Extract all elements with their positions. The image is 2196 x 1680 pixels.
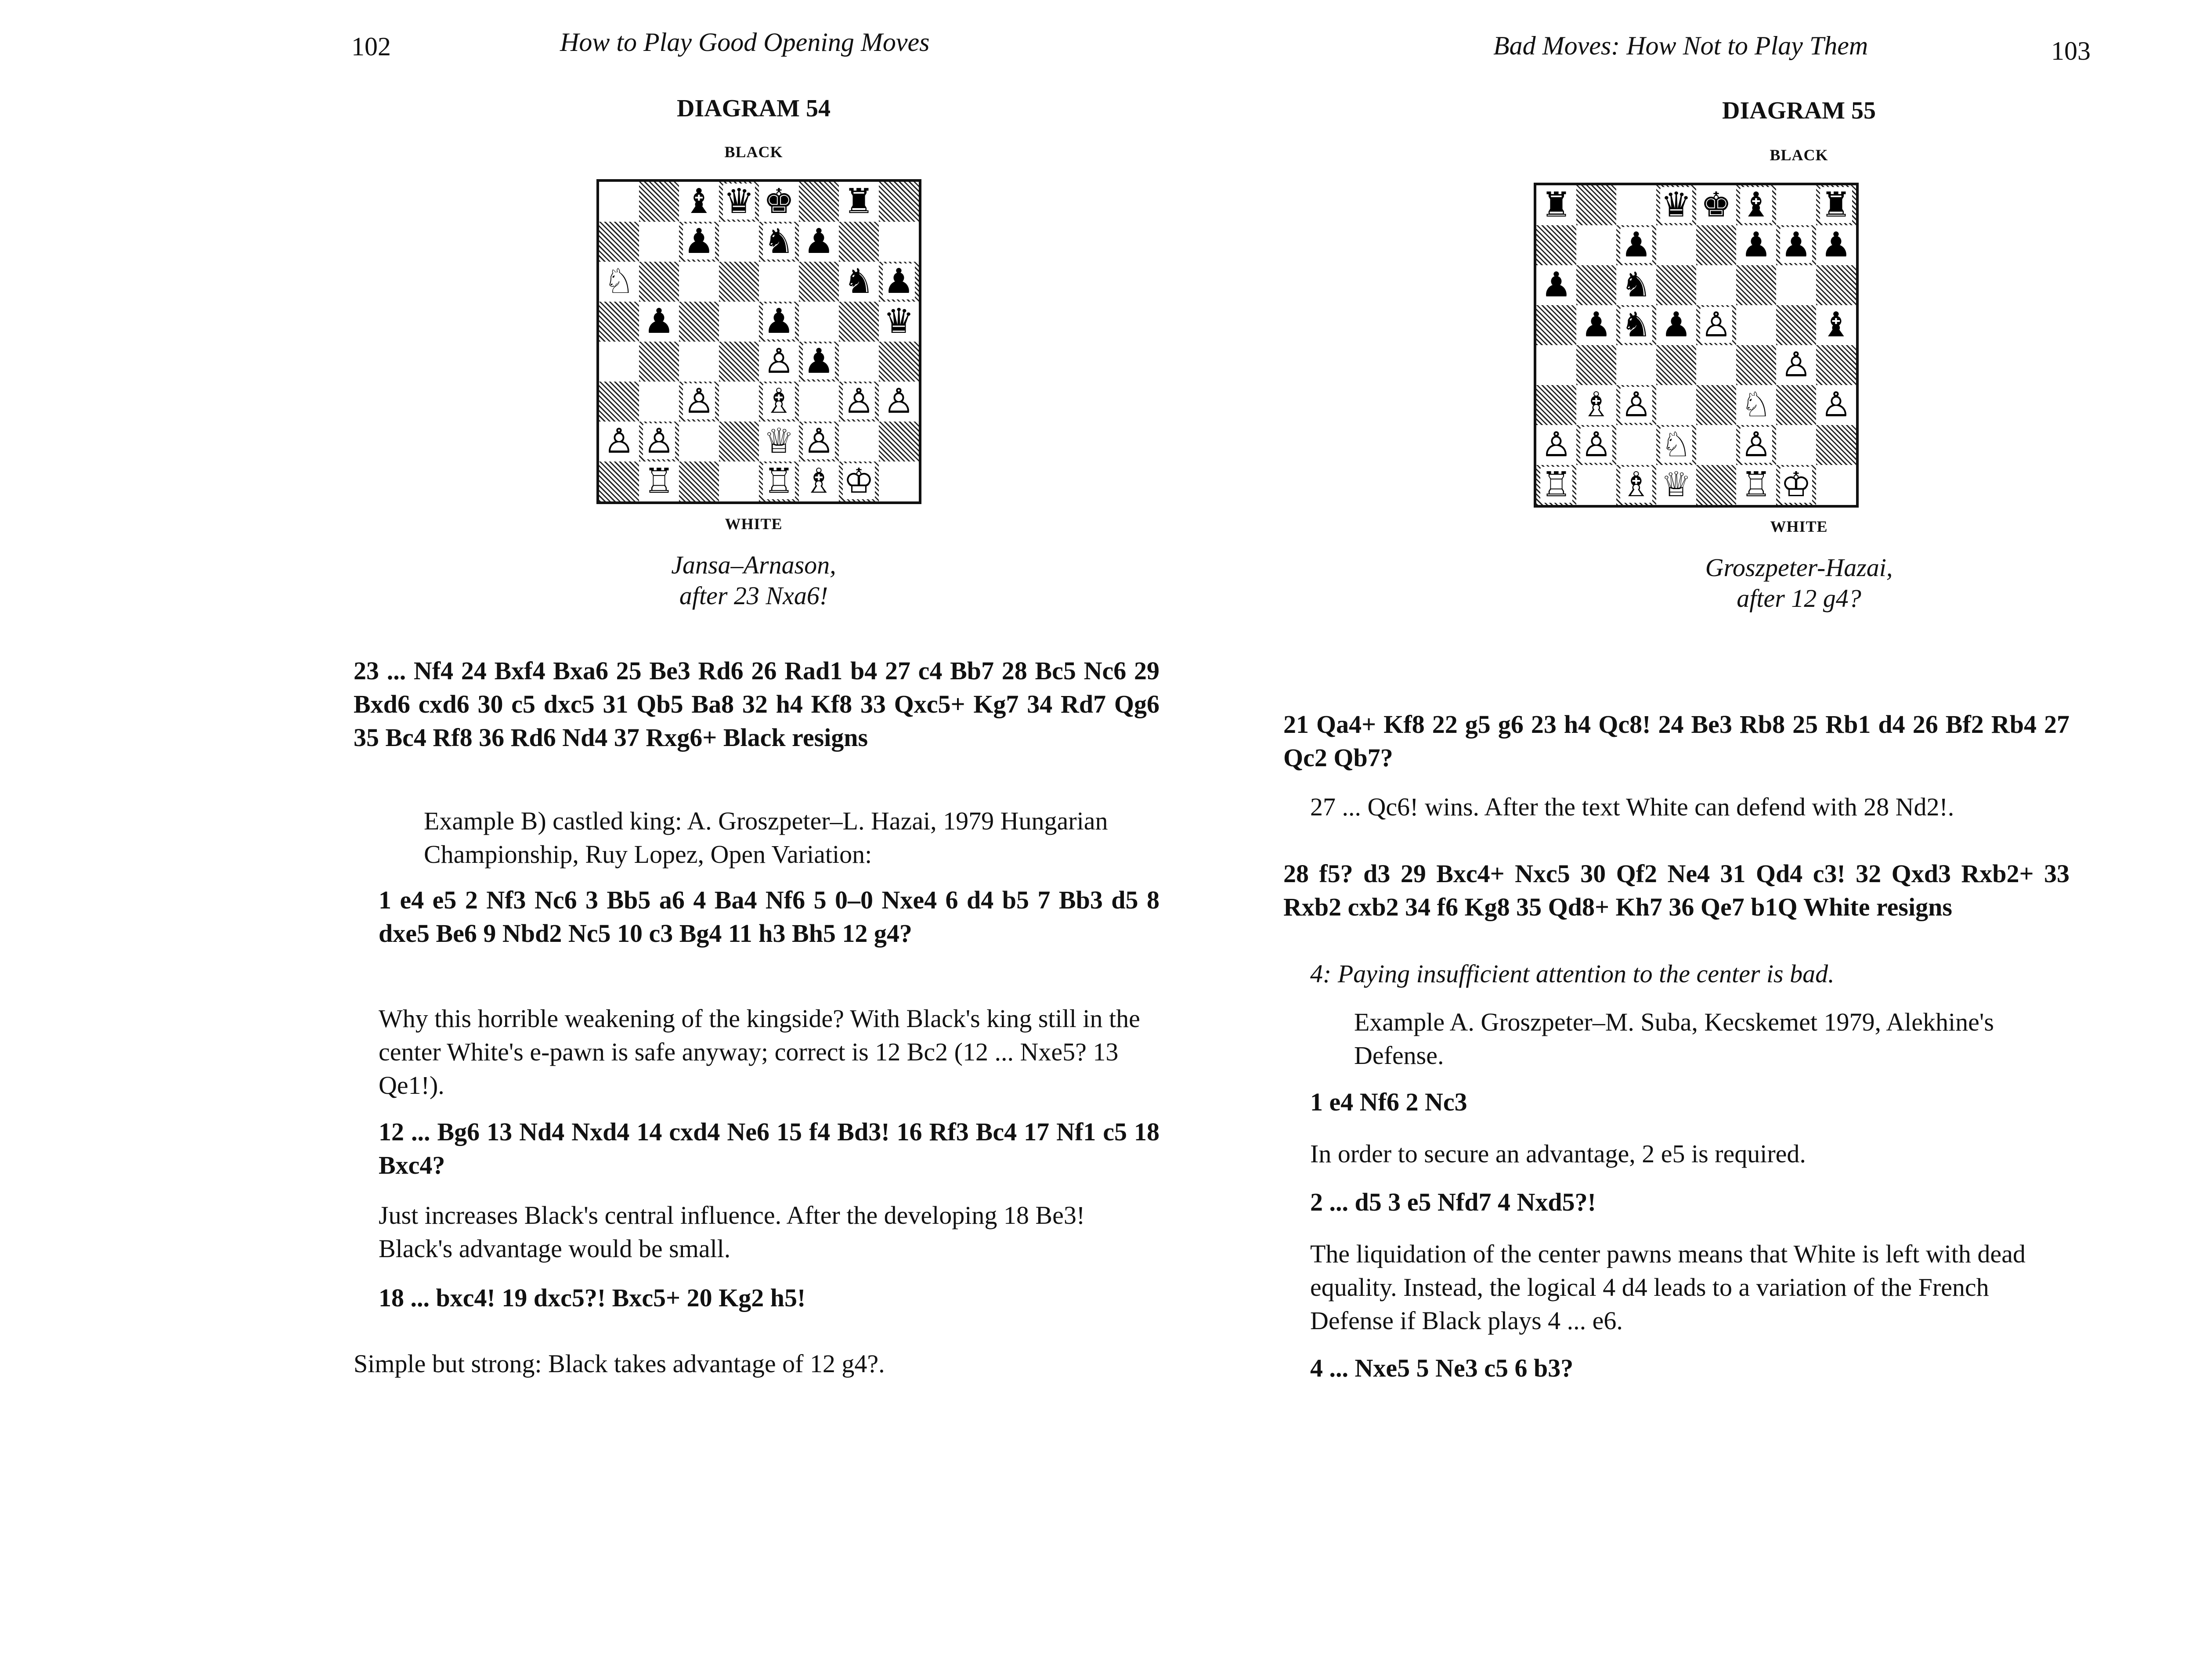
diagram-54-caption xyxy=(587,550,921,611)
board-square xyxy=(1736,265,1776,305)
diagram-55-bottom-label: WHITE xyxy=(1770,518,1828,535)
white-bishop-icon: ♗ xyxy=(1621,465,1652,505)
white-pawn-icon: ♙ xyxy=(1781,345,1812,385)
black-pawn-icon: ♟ xyxy=(1661,305,1692,345)
board-square xyxy=(1736,305,1776,345)
board-square xyxy=(679,342,719,382)
white-pawn-icon: ♙ xyxy=(683,382,715,421)
white-pawn-icon: ♙ xyxy=(1701,305,1732,345)
board-square xyxy=(1696,265,1736,305)
board-square xyxy=(639,182,679,222)
board-square xyxy=(599,382,639,422)
white-rook-icon: ♖ xyxy=(643,461,675,501)
black-king-icon: ♚ xyxy=(763,182,795,221)
principle-heading: 4: Paying insufficient attention to the center is bad. xyxy=(1310,959,1835,988)
white-pawn-icon: ♙ xyxy=(803,422,834,461)
board-square xyxy=(1536,345,1576,385)
caption-55-line2: after 12 g4? xyxy=(1737,584,1861,613)
board-square xyxy=(1656,385,1696,425)
black-pawn-icon: ♟ xyxy=(683,222,715,261)
board-square xyxy=(1816,345,1856,385)
board-square xyxy=(599,461,639,501)
board-square xyxy=(1616,185,1656,225)
board-square xyxy=(719,422,759,461)
board-square xyxy=(839,422,879,461)
white-rook-icon: ♖ xyxy=(1741,465,1772,505)
black-knight-icon: ♞ xyxy=(843,262,874,301)
board-square xyxy=(1736,345,1776,385)
board-square xyxy=(719,302,759,342)
board-square xyxy=(719,222,759,262)
black-bishop-icon: ♝ xyxy=(1741,185,1772,225)
diagram-title-55: DIAGRAM 55 xyxy=(1722,97,1876,124)
black-pawn-icon: ♟ xyxy=(1621,225,1652,265)
white-bishop-icon: ♗ xyxy=(763,382,795,421)
board-square xyxy=(599,222,639,262)
white-rook-icon: ♖ xyxy=(1541,465,1572,505)
board-square xyxy=(879,222,919,262)
black-pawn-icon: ♟ xyxy=(1781,225,1812,265)
board-square xyxy=(1816,425,1856,465)
black-knight-icon: ♞ xyxy=(763,222,795,261)
moves-paragraph: 1 e4 e5 2 Nf3 Nc6 3 Bb5 a6 4 Ba4 Nf6 5 0–0 Nxe4 6 d4 b5 7 Bb3 d5 8 dxe5 Be6 9 Nbd2 Nc5 10 c3 Bg4 11 h3 Bh5 12 g4? xyxy=(379,886,1159,948)
running-head-right: Bad Moves: How Not to Play Them xyxy=(1493,31,1868,60)
board-square xyxy=(839,302,879,342)
board-square xyxy=(679,302,719,342)
diagram-55-caption xyxy=(1632,552,1966,614)
white-pawn-icon: ♙ xyxy=(843,382,874,421)
board-square xyxy=(679,461,719,501)
board-square xyxy=(1576,225,1616,265)
white-pawn-icon: ♙ xyxy=(603,422,635,461)
board-square xyxy=(599,182,639,222)
board-square xyxy=(839,342,879,382)
text-paragraph: Example A. Groszpeter–M. Suba, Kecskemet 1979, Alekhine's Defense. xyxy=(1354,1008,1994,1070)
board-square xyxy=(679,262,719,302)
board-square xyxy=(1616,345,1656,385)
board-square xyxy=(1776,385,1816,425)
white-rook-icon: ♖ xyxy=(763,461,795,501)
white-knight-icon: ♘ xyxy=(603,262,635,301)
black-rook-icon: ♜ xyxy=(1820,185,1852,225)
board-square xyxy=(639,222,679,262)
board-square xyxy=(1696,345,1736,385)
black-pawn-icon: ♟ xyxy=(1820,225,1852,265)
black-queen-icon: ♛ xyxy=(883,302,914,341)
white-pawn-icon: ♙ xyxy=(883,382,914,421)
board-square xyxy=(879,461,919,501)
moves-paragraph: 1 e4 Nf6 2 Nc3 xyxy=(1310,1088,1467,1116)
board-square xyxy=(1656,345,1696,385)
board-square xyxy=(719,342,759,382)
white-pawn-icon: ♙ xyxy=(763,342,795,381)
black-queen-icon: ♛ xyxy=(1661,185,1692,225)
running-head-left: How to Play Good Opening Moves xyxy=(560,28,930,57)
black-rook-icon: ♜ xyxy=(1541,185,1572,225)
board-square xyxy=(1696,465,1736,505)
moves-paragraph: 2 ... d5 3 e5 Nfd7 4 Nxd5?! xyxy=(1310,1188,1596,1216)
board-square xyxy=(879,422,919,461)
board-square xyxy=(1776,425,1816,465)
black-pawn-icon: ♟ xyxy=(763,302,795,341)
board-square xyxy=(799,302,839,342)
board-square xyxy=(1656,225,1696,265)
moves-paragraph: 28 f5? d3 29 Bxc4+ Nxc5 30 Qf2 Ne4 31 Qd4 c3! 32 Qxd3 Rxb2+ 33 Rxb2 cxb2 34 f6 Kg8 35 Qd8+ Kh7 36 Qe7 b1Q White resigns xyxy=(1283,859,2070,921)
white-king-icon: ♔ xyxy=(843,461,874,501)
board-square xyxy=(1816,465,1856,505)
white-bishop-icon: ♗ xyxy=(1581,385,1612,425)
board-square xyxy=(1696,425,1736,465)
white-queen-icon: ♕ xyxy=(763,422,795,461)
page-number-left: 102 xyxy=(351,32,391,61)
black-pawn-icon: ♟ xyxy=(1541,265,1572,305)
board-square xyxy=(599,302,639,342)
board-square xyxy=(1536,225,1576,265)
white-pawn-icon: ♙ xyxy=(1741,425,1772,465)
chess-board-54 xyxy=(596,179,921,504)
board-square xyxy=(599,342,639,382)
board-square xyxy=(799,182,839,222)
board-square xyxy=(719,461,759,501)
white-pawn-icon: ♙ xyxy=(1541,425,1572,465)
black-rook-icon: ♜ xyxy=(843,182,874,221)
board-square xyxy=(639,262,679,302)
board-square xyxy=(1576,265,1616,305)
board-square xyxy=(799,262,839,302)
black-pawn-icon: ♟ xyxy=(803,342,834,381)
moves-paragraph: 23 ... Nf4 24 Bxf4 Bxa6 25 Be3 Rd6 26 Rad1 b4 27 c4 Bb7 28 Bc5 Nc6 29 Bxd6 cxd6 30 c5 dxc5 31 Qb5 Ba8 32 h4 Kf8 33 Qxc5+ Kg7 34 Rd7 Qg6 35 Bc4 Rf8 36 Rd6 Nd4 37 Rxg6+ Black resigns xyxy=(354,656,1159,752)
moves-paragraph: 12 ... Bg6 13 Nd4 Nxd4 14 cxd4 Ne6 15 f4 Bd3! 16 Rf3 Bc4 17 Nf1 c5 18 Bxc4? xyxy=(379,1118,1159,1179)
white-pawn-icon: ♙ xyxy=(643,422,675,461)
diagram-title-54: DIAGRAM 54 xyxy=(677,95,831,122)
black-pawn-icon: ♟ xyxy=(1741,225,1772,265)
black-knight-icon: ♞ xyxy=(1621,265,1652,305)
white-pawn-icon: ♙ xyxy=(1820,385,1852,425)
diagram-55-top-label: BLACK xyxy=(1770,146,1828,164)
board-square xyxy=(719,262,759,302)
black-king-icon: ♚ xyxy=(1701,185,1732,225)
board-square xyxy=(879,182,919,222)
board-square xyxy=(839,222,879,262)
text-paragraph: The liquidation of the center pawns means that White is left with dead equality. Instead, the logical 4 d4 leads to a variation of the French Defense if Black plays 4 ... e6. xyxy=(1310,1240,2026,1335)
text-paragraph: In order to secure an advantage, 2 e5 is required. xyxy=(1310,1139,1806,1168)
moves-paragraph: 21 Qa4+ Kf8 22 g5 g6 23 h4 Qc8! 24 Be3 Rb8 25 Rb1 d4 26 Bf2 Rb4 27 Qc2 Qb7? xyxy=(1283,710,2070,772)
text-paragraph: Example B) castled king: A. Groszpeter–L. Hazai, 1979 Hungarian Championship, Ruy Lopez, Open Variation: xyxy=(424,807,1108,869)
white-knight-icon: ♘ xyxy=(1741,385,1772,425)
caption-54-line1: Jansa–Arnason, xyxy=(671,551,836,579)
board-square xyxy=(1536,385,1576,425)
text-paragraph: Simple but strong: Black takes advantage of 12 g4?. xyxy=(354,1349,885,1378)
board-square xyxy=(1776,265,1816,305)
moves-paragraph: 4 ... Nxe5 5 Ne3 c5 6 b3? xyxy=(1310,1354,1574,1382)
board-square xyxy=(1576,465,1616,505)
board-square xyxy=(1776,185,1816,225)
board-square xyxy=(1576,185,1616,225)
page-number-right: 103 xyxy=(2051,36,2091,65)
white-king-icon: ♔ xyxy=(1781,465,1812,505)
right-page xyxy=(1154,0,2196,1680)
white-bishop-icon: ♗ xyxy=(803,461,834,501)
black-pawn-icon: ♟ xyxy=(1581,305,1612,345)
board-square xyxy=(759,262,799,302)
caption-54-line2: after 23 Nxa6! xyxy=(679,581,828,610)
white-pawn-icon: ♙ xyxy=(1621,385,1652,425)
diagram-54-bottom-label: WHITE xyxy=(725,515,783,533)
board-square xyxy=(639,382,679,422)
text-paragraph: 27 ... Qc6! wins. After the text White can defend with 28 Nd2!. xyxy=(1310,793,1954,821)
board-square xyxy=(1616,425,1656,465)
text-paragraph: Why this horrible weakening of the kingside? With Black's king still in the center White's e-pawn is safe anyway; correct is 12 Bc2 (12 ... Nxe5? 13 Qe1!). xyxy=(379,1004,1140,1100)
board-square xyxy=(1696,385,1736,425)
board-square xyxy=(1656,265,1696,305)
black-pawn-icon: ♟ xyxy=(803,222,834,261)
board-square xyxy=(1776,305,1816,345)
board-square xyxy=(719,382,759,422)
board-square xyxy=(679,422,719,461)
white-pawn-icon: ♙ xyxy=(1581,425,1612,465)
black-bishop-icon: ♝ xyxy=(683,182,715,221)
black-queen-icon: ♛ xyxy=(723,182,755,221)
black-knight-icon: ♞ xyxy=(1621,305,1652,345)
black-pawn-icon: ♟ xyxy=(883,262,914,301)
caption-55-line1: Groszpeter-Hazai, xyxy=(1705,553,1893,582)
board-square xyxy=(1576,345,1616,385)
chess-board-55 xyxy=(1534,183,1859,508)
board-square xyxy=(1536,305,1576,345)
board-square xyxy=(1696,225,1736,265)
black-bishop-icon: ♝ xyxy=(1820,305,1852,345)
white-queen-icon: ♕ xyxy=(1661,465,1692,505)
moves-paragraph: 18 ... bxc4! 19 dxc5?! Bxc5+ 20 Kg2 h5! xyxy=(379,1283,806,1312)
diagram-54-top-label: BLACK xyxy=(724,143,783,161)
board-square xyxy=(1816,265,1856,305)
board-square xyxy=(879,342,919,382)
white-knight-icon: ♘ xyxy=(1661,425,1692,465)
board-square xyxy=(639,342,679,382)
black-pawn-icon: ♟ xyxy=(643,302,675,341)
text-paragraph: Just increases Black's central influence. After the developing 18 Be3! Black's advantage would be small. xyxy=(379,1201,1085,1263)
board-square xyxy=(799,382,839,422)
